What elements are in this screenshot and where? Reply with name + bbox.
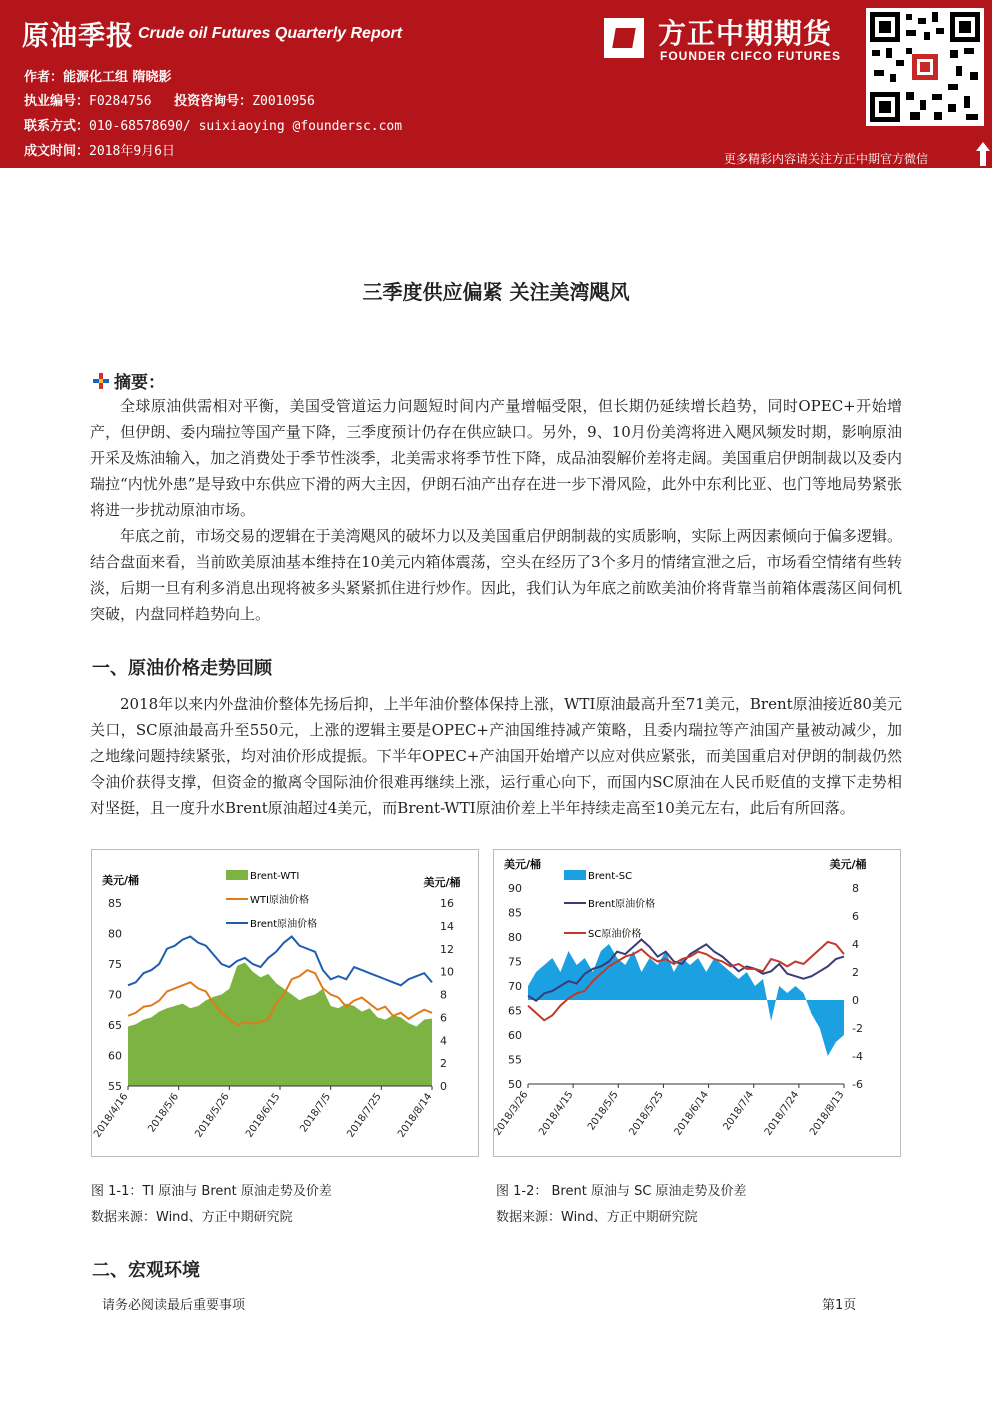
- chart1-legend-brent: Brent原油价格: [250, 919, 318, 930]
- chart1-right-unit: 美元/桶: [423, 876, 461, 889]
- abstract-heading: [92, 368, 165, 395]
- chart2-x-tick-label: 2018/5/25: [627, 1089, 666, 1138]
- chart1-y-right-tick: 6: [440, 1011, 447, 1025]
- follow-wechat-text: 更多精彩内容请关注方正中期官方微信: [724, 152, 929, 166]
- chart1-y-left-tick: 65: [108, 1019, 122, 1032]
- chart2-legend-spread-swatch: [564, 870, 586, 880]
- chart-brent-sc-svg: [494, 850, 900, 1156]
- chart2-legend-brent: Brent原油价格: [588, 899, 656, 910]
- qr-code-icon: [866, 8, 984, 126]
- contact-line: 联系方式：010-68578690/ suixiaoying @foundersc.com: [24, 119, 403, 134]
- chart-brent-sc: [493, 849, 901, 1157]
- chart1-y-left-tick: 75: [108, 958, 122, 971]
- chart2-x-tick-label: 2018/4/15: [537, 1089, 576, 1138]
- section-2-heading: 二、宏观环境: [92, 1260, 200, 1281]
- chart1-y-right-tick: 16: [440, 897, 454, 910]
- chart2-y-left-tick: 75: [508, 955, 522, 969]
- chart2-y-left-tick: 80: [508, 931, 522, 944]
- chart2-legend: [564, 870, 655, 940]
- chart1-x-tick-label: 2018/7/5: [298, 1091, 334, 1135]
- document-title: 三季度供应偏紧 关注美湾飓风: [362, 280, 630, 304]
- chart-brent-wti: [91, 849, 479, 1157]
- chart2-caption: 图 1-2： Brent 原油与 SC 原油走势及价差: [496, 1184, 747, 1199]
- chart2-legend-spread: Brent-SC: [588, 871, 633, 882]
- chart2-y-left-tick: 90: [508, 882, 522, 895]
- brand-name: 方正中期期货: [658, 17, 833, 50]
- chart2-x-tick-label: 2018/7/24: [762, 1089, 802, 1138]
- chart2-y-left-tick: 50: [508, 1078, 522, 1091]
- chart2-right-unit: 美元/桶: [829, 858, 867, 871]
- bullet-arrow-icon: [92, 372, 114, 395]
- chart1-series-area: [128, 962, 432, 1086]
- license-value: F0284756: [89, 94, 152, 109]
- chart1-series-line-2: [128, 937, 432, 986]
- footer-disclaimer: 请务必阅读最后重要事项: [102, 1298, 246, 1313]
- chart2-y-right-tick: 8: [852, 882, 859, 895]
- date-line: 成文时间：2018年9月6日: [24, 144, 175, 159]
- chart1-y-left-tick: 60: [108, 1049, 122, 1063]
- chart1-legend-spread-swatch: [226, 870, 248, 880]
- chart1-left-unit: 美元/桶: [102, 874, 140, 887]
- license-line: 执业编号：F0284756 投资咨询号：Z0010956: [24, 94, 315, 109]
- chart1-legend: [226, 870, 317, 930]
- chart1-y-right-tick: 14: [440, 919, 454, 933]
- abstract-heading-text: 摘要：: [114, 373, 165, 393]
- chart1-y-left-tick: 70: [108, 988, 122, 1002]
- chart2-x-tick-label: 2018/7/4: [721, 1089, 757, 1133]
- chart2-y-left-tick: 65: [508, 1004, 522, 1018]
- chart1-caption: 图 1-1：TI 原油与 Brent 原油走势及价差: [91, 1184, 332, 1199]
- chart1-x-tick-label: 2018/4/16: [92, 1091, 131, 1140]
- chart2-y-right-tick: -2: [852, 1022, 863, 1035]
- chart2-x-tick-label: 2018/5/5: [585, 1089, 621, 1133]
- brand-name-en: FOUNDER CIFCO FUTURES: [660, 49, 841, 63]
- contact-value: 010-68578690/ suixiaoying @foundersc.com: [89, 119, 403, 134]
- report-header: [0, 0, 992, 168]
- chart1-y-left-tick: 85: [108, 897, 122, 910]
- chart2-y-right-tick: -6: [852, 1078, 863, 1091]
- chart2-x-tick-label: 2018/8/13: [808, 1089, 847, 1138]
- chart1-y-right-tick: 0: [440, 1080, 447, 1093]
- chart2-y-right-tick: 0: [852, 994, 859, 1007]
- chart1-y-right-tick: 2: [440, 1057, 447, 1071]
- chart2-y-right-tick: 4: [852, 938, 859, 951]
- up-arrow-icon: [976, 142, 990, 166]
- chart2-y-left-tick: 85: [508, 906, 522, 920]
- chart1-x-tick-label: 2018/8/14: [396, 1091, 435, 1140]
- chart2-y-right-tick: 2: [852, 966, 859, 979]
- chart2-series-area: [528, 944, 844, 1056]
- report-type-title-en: Crude oil Futures Quarterly Report: [138, 25, 403, 42]
- chart2-y-left-tick: 55: [508, 1053, 522, 1067]
- abstract-paragraph-2: 年底之前，市场交易的逻辑在于美湾飓风的破坏力以及美国重启伊朗制裁的实质影响，实际上两因素倾向于偏多逻辑。结合盘面来看，当前欧美原油基本维持在10美元内箱体震荡，空头在经历了3个多月的情绪宣泄之后，市场看空情绪有些转淡，后期一旦有利多消息出现将被多头紧紧抓住进行炒作。因此，我们认为年底之前欧美油价将背靠当前箱体震荡区间伺机突破，内盘同样趋势向上。: [90, 527, 902, 623]
- footer-page-number: 第1页: [822, 1298, 857, 1313]
- chart1-legend-wti: WTI原油价格: [250, 895, 309, 906]
- chart1-x-tick-label: 2018/6/15: [244, 1091, 283, 1140]
- section-1-heading: 一、原油价格走势回顾: [92, 658, 272, 679]
- chart1-y-right-tick: 12: [440, 942, 454, 956]
- chart1-x-tick-label: 2018/7/25: [345, 1091, 384, 1140]
- brand-logo-icon: [604, 18, 644, 58]
- chart1-y-right-tick: 10: [440, 965, 454, 979]
- chart1-y-right-tick: 8: [440, 988, 447, 1002]
- chart2-source: 数据来源：Wind、方正中期研究院: [496, 1210, 698, 1225]
- chart1-y-left-tick: 55: [108, 1080, 122, 1093]
- chart2-legend-sc: SC原油价格: [588, 929, 642, 940]
- chart2-y-right-tick: -4: [852, 1050, 863, 1063]
- chart1-legend-spread: Brent-WTI: [250, 871, 300, 882]
- author-line: 作者：能源化工组 隋晓影: [24, 70, 172, 85]
- chart2-y-left-tick: 60: [508, 1029, 522, 1042]
- chart1-x-tick-label: 2018/5/6: [146, 1091, 182, 1135]
- chart-brent-wti-svg: [92, 850, 478, 1156]
- chart2-y-left-tick: 70: [508, 980, 522, 993]
- chart2-y-right-tick: 6: [852, 910, 859, 923]
- date-value: 2018年9月6日: [89, 144, 175, 159]
- abstract-paragraph-1: 全球原油供需相对平衡，美国受管道运力问题短时间内产量增幅受限，但长期仍延续增长趋势，同时OPEC+开始增产，但伊朗、委内瑞拉等国产量下降，三季度预计仍存在供应缺口。另外，9、10月份美湾将进入飓风频发时期，影响原油开采及炼油输入，加之消费处于季节性淡季，北美需求将季节性下降，成品油裂解价差将走阔。美国重启伊朗制裁以及委内瑞拉“内忧外患”是导致中东供应下滑的两大主因，伊朗石油产出存在进一步下滑风险，此外中东利比亚、也门等地局势紧张将进一步扰动原油市场。: [90, 397, 902, 519]
- report-type-title: 原油季报: [22, 21, 134, 52]
- chart1-source: 数据来源：Wind、方正中期研究院: [91, 1210, 293, 1225]
- chart1-x-tick-label: 2018/5/26: [193, 1091, 232, 1140]
- author-value: 能源化工组 隋晓影: [63, 70, 172, 85]
- section-1-paragraph: 2018年以来内外盘油价整体先扬后抑，上半年油价整体保持上涨，WTI原油最高升至71美元，Brent原油接近80美元关口，SC原油最高升至550元，上涨的逻辑主要是OPEC+产油国维持减产策略，且委内瑞拉等产油国产量被动减少，加之地缘问题持续紧张，均对油价形成提振。下半年OPEC+产油国开始增产以应对供应紧张，而美国重启对伊朗的制裁仍然令油价获得支撑，但资金的撤离令国际油价很难再继续上涨，运行重心向下，而国内SC原油在人民币贬值的支撑下走势相对坚挺，且一度升水Brent原油超过4美元，而Brent-WTI原油价差上半年持续走高至10美元左右，此后有所回落。: [90, 695, 902, 817]
- chart2-x-tick-label: 2018/6/14: [672, 1089, 712, 1138]
- consult-value: Z0010956: [252, 94, 315, 109]
- chart1-y-left-tick: 80: [108, 927, 122, 941]
- chart1-y-right-tick: 4: [440, 1034, 447, 1048]
- chart2-x-tick-label: 2018/3/26: [494, 1089, 531, 1138]
- chart2-left-unit: 美元/桶: [504, 858, 542, 871]
